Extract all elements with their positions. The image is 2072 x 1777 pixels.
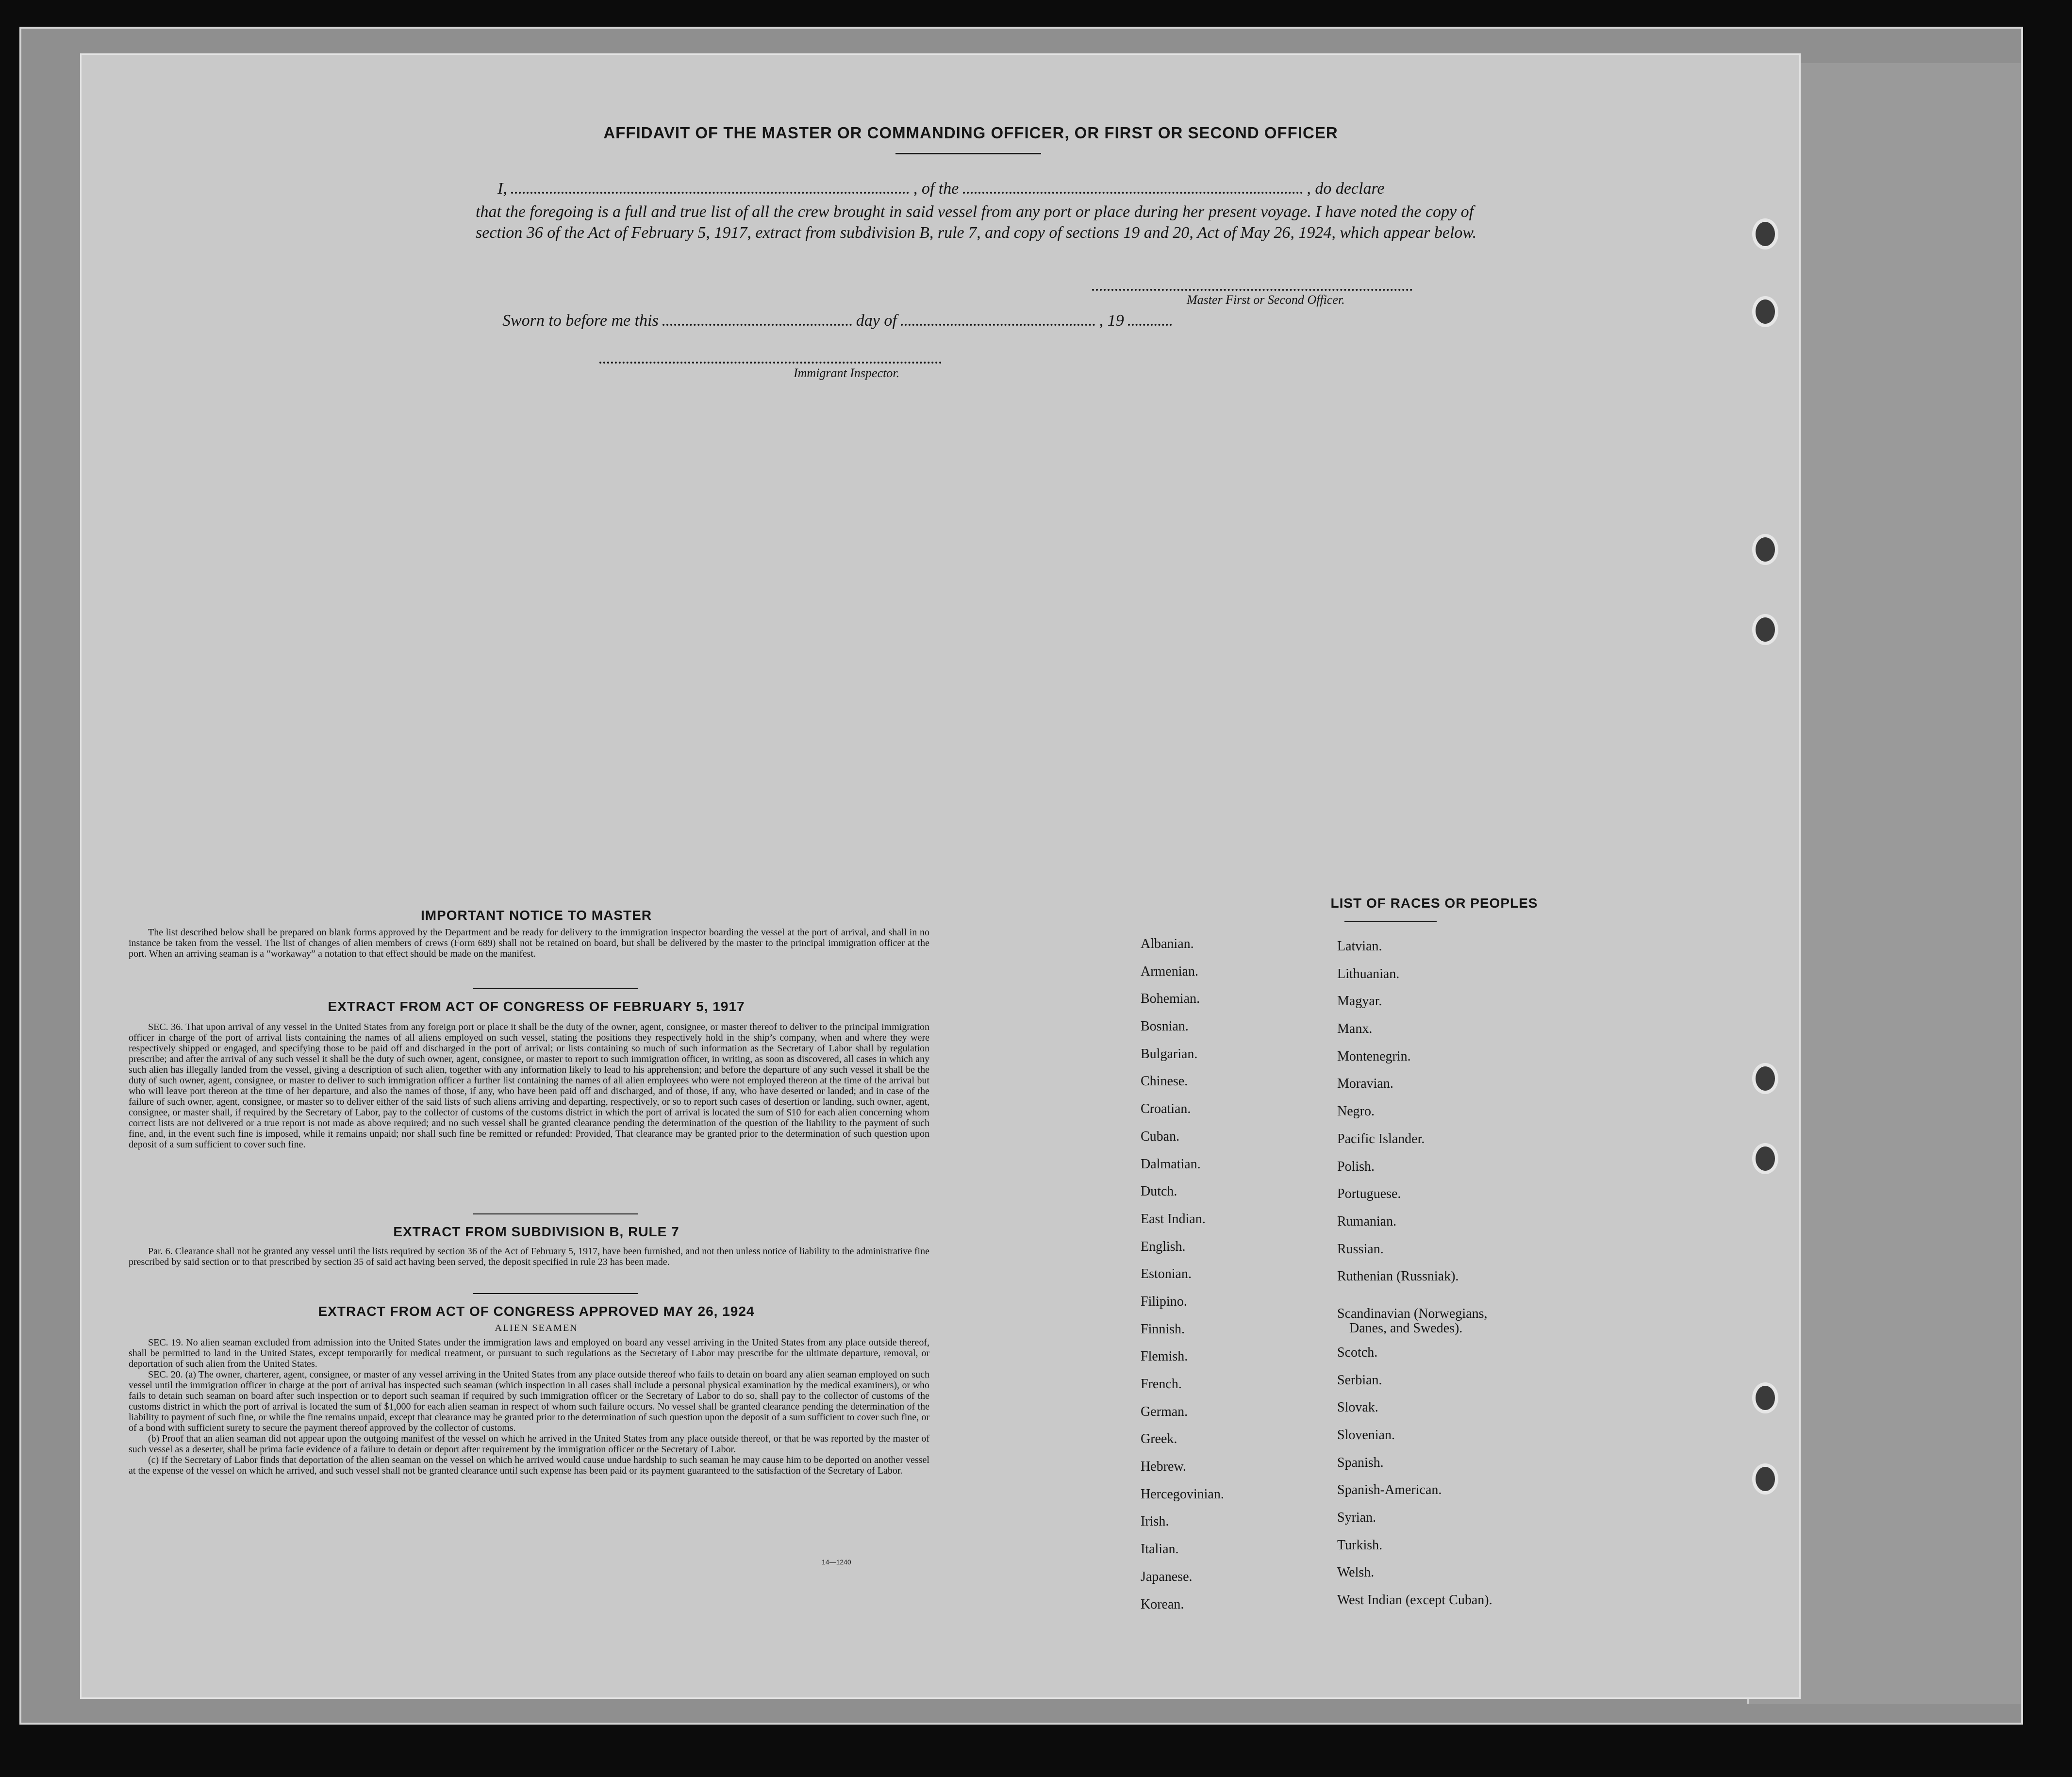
race-item: Polish. (1337, 1159, 1375, 1174)
race-item: Spanish-American. (1337, 1482, 1442, 1498)
year-label: , 19 (1099, 312, 1124, 330)
master-signature-label: Master First or Second Officer. (1187, 293, 1345, 307)
punch-hole-icon (1752, 218, 1778, 249)
notice-paragraph: The list described below shall be prepared on blank forms approved by the Department and be ready for delivery to the immigration inspector boarding the vessel at the port of arrival, and shall in no instance be taken from the vessel. The list of changes of alien members of crews (Form 689) shall not be retained on board, but shall be delivered by the master to the principal immigration officer at the port. When an arriving seaman is a “workaway” a notation to that effect should be made on the manifest. (129, 927, 929, 959)
day-of-label: day of (856, 312, 897, 330)
sworn-line (502, 312, 1172, 330)
extract-1924-title: EXTRACT FROM ACT OF CONGRESS APPROVED MAY 26, 1924 (318, 1304, 755, 1319)
extract-1917-rule (473, 1213, 638, 1214)
race-item: Croatian. (1141, 1101, 1191, 1117)
race-item: Armenian. (1141, 963, 1198, 979)
sworn-label: Sworn to before me this (502, 312, 659, 330)
affidavit-body: that the foregoing is a full and true list of all the crew brought in said vessel from any port or place during her present voyage. I have noted the copy of section 36 of the Act of February 5, 1917, extract from subdivision B, rule 7, and copy of sections 19 and 20, Act of May 26, 1924, which appear below. (476, 203, 1477, 242)
section-20b-paragraph: (b) Proof that an alien seaman did not appear upon the outgoing manifest of the vessel on which he arrived in the United States from any place outside thereof, or that he was reported by the master of such vessel as a deserter, shall be prima facie evidence of a failure to detain or deport after requirement by the immigration officer or the Secretary of Labor. (129, 1433, 929, 1455)
officer-name-field[interactable] (511, 192, 909, 194)
race-item: Dutch. (1141, 1184, 1177, 1199)
races-title: LIST OF RACES OR PEOPLES (1330, 896, 1538, 911)
extract-1917-text (129, 1022, 929, 1150)
inspector-signature-line[interactable] (599, 362, 942, 364)
punch-hole-icon (1752, 296, 1778, 327)
race-item: English. (1141, 1239, 1186, 1254)
race-item: Serbian. (1337, 1372, 1382, 1388)
race-item: Cuban. (1141, 1129, 1180, 1144)
race-item: Russian. (1337, 1241, 1384, 1257)
race-item: Syrian. (1337, 1510, 1376, 1526)
punch-hole-icon (1752, 614, 1778, 645)
race-item: Scotch. (1337, 1345, 1378, 1360)
race-item: Irish. (1141, 1514, 1169, 1529)
section-20c-paragraph: (c) If the Secretary of Labor finds that deportation of the alien seaman on the vessel on which he arrived would cause undue hardship to such seaman he may cause him to be deported on another vessel at the expense of the vessel on which he arrived, and such vessel shall not be granted clearance until such expense has been paid or its payment guaranteed to the satisfaction of the Secretary of Labor. (129, 1455, 929, 1476)
race-item: Bosnian. (1141, 1019, 1189, 1034)
race-item: Slovak. (1337, 1400, 1378, 1415)
races-left-column (1141, 937, 1224, 1625)
alien-seamen-subtitle: ALIEN SEAMEN (495, 1323, 578, 1333)
race-item: Montenegrin. (1337, 1048, 1411, 1064)
race-item: Slovenian. (1337, 1428, 1395, 1443)
form-number: 14—1240 (822, 1558, 851, 1566)
races-right-column (1337, 939, 1492, 1621)
race-item: Finnish. (1141, 1321, 1185, 1337)
affidavit-title: AFFIDAVIT OF THE MASTER OR COMMANDING OFFICER, OR FIRST OR SECOND OFFICER (603, 124, 1338, 142)
notice-title: IMPORTANT NOTICE TO MASTER (420, 908, 652, 923)
extract-1917-title: EXTRACT FROM ACT OF CONGRESS OF FEBRUARY 5, 1917 (328, 999, 745, 1014)
section-19-paragraph: SEC. 19. No alien seaman excluded from admission into the United States under the immigration laws and employed on board any vessel arriving in the United States from any place outside thereof, shall be permitted to land in the United States, except temporarily for medical treatment, or pursuant to such regulations as the Secretary of Labor may prescribe for the ultimate departure, removal, or deportation of such alien from the United States. (129, 1337, 929, 1369)
race-item: Hebrew. (1141, 1459, 1186, 1475)
race-item: Pacific Islander. (1337, 1131, 1425, 1146)
race-item: Portuguese. (1337, 1186, 1401, 1202)
race-item: French. (1141, 1377, 1182, 1392)
race-item: Estonian. (1141, 1266, 1192, 1282)
subdivision-b-text (129, 1246, 929, 1267)
punch-hole-icon (1752, 1143, 1778, 1174)
sworn-year-field[interactable] (1128, 324, 1172, 326)
race-item: East Indian. (1141, 1211, 1206, 1227)
race-item: German. (1141, 1404, 1188, 1419)
notice-text (129, 927, 929, 959)
sworn-day-field[interactable] (663, 324, 852, 326)
extract-1924-text (129, 1337, 929, 1476)
master-signature-line[interactable] (1092, 289, 1412, 291)
affidavit-declaration-line (497, 180, 1385, 198)
race-item: Turkish. (1337, 1537, 1383, 1553)
section-20a-paragraph: SEC. 20. (a) The owner, charterer, agent, consignee, or master of any vessel arriving in the United States from any place outside thereof who fails to detain on board any alien seaman employed on such vessel until the immigration officer in charge at the port of arrival has inspected such seaman (which inspection in all cases shall include a personal physical examination by the medical examiners), or who fails to detain such seaman on board after such inspection or to deport such seaman if required by such immigration officer or the Secretary of Labor to do so, shall pay to the collector of customs of the customs district in which the port of arrival is located the sum of $1,000 for each alien seaman in respect of whom such failure occurs. No vessel shall be granted clearance pending the determination of the liability to payment of such fine, or while the fine remains unpaid, except that clearance may be granted prior to the determination of such question upon the deposit of a sum sufficient to cover such fine, or of a bond with sufficient surety to secure the payment thereof approved by the collector of customs. (129, 1369, 929, 1433)
punch-hole-icon (1752, 1463, 1778, 1495)
race-item: Danes, and Swedes). (1349, 1320, 1463, 1336)
race-item: Bulgarian. (1141, 1046, 1198, 1062)
race-item: Dalmatian. (1141, 1156, 1201, 1172)
race-item: Flemish. (1141, 1349, 1188, 1364)
race-item: Spanish. (1337, 1455, 1384, 1470)
race-item: Moravian. (1337, 1076, 1393, 1092)
affidavit-i-label: I, (497, 180, 507, 198)
sworn-month-field[interactable] (901, 324, 1095, 326)
race-item: Greek. (1141, 1431, 1177, 1447)
race-item: Rumanian. (1337, 1213, 1397, 1229)
affidavit-declare-label: , do declare (1307, 180, 1385, 198)
race-item: Latvian. (1337, 939, 1382, 954)
race-item: Bohemian. (1141, 991, 1200, 1007)
race-item: Japanese. (1141, 1569, 1193, 1584)
race-item: Italian. (1141, 1542, 1179, 1557)
subdivision-b-title: EXTRACT FROM SUBDIVISION B, RULE 7 (393, 1224, 680, 1239)
subdivision-b-rule (473, 1293, 638, 1294)
notice-rule (473, 988, 638, 989)
punch-hole-icon (1752, 534, 1778, 565)
race-item: Ruthenian (Russniak). (1337, 1269, 1459, 1284)
inspector-label: Immigrant Inspector. (794, 366, 900, 380)
section-36-paragraph: SEC. 36. That upon arrival of any vessel in the United States from any foreign port or place it shall be the duty of the owner, agent, consignee, or master thereof to deliver to the principal immigration officer in charge of the port of arrival lists containing the names of all aliens employed on such vessel, stating the positions they respectively hold in the ship’s company, when and where they were respectively shipped or engaged, and specifying those to be paid off and discharged in the port of arrival; or lists containing so much of such information as the Secretary of Labor shall by regulation prescribe; and after the arrival of any such vessel it shall be the duty of such owner, agent, consignee, or master to report to such immigration officer, in writing, as soon as discovered, all cases in which any such alien has illegally landed from the vessel, giving a description of such alien, together with any information likely to lead to his apprehension; and before the departure of any such vessel it shall be the duty of such owner, agent, consignee, or master to deliver to such immigration officer a further list containing the names of all alien employees who were not employed thereon at the time of the arrival but who will leave port thereon at the time of her departure, and also the names of those, if any, who have been paid off and discharged, and of those, if any, who have deserted or landed; and in case of the failure of such owner, agent, consignee, or master so to deliver either of the said lists of such aliens arriving and departing, respectively, or so to report such cases of desertion or landing, such owner, agent, consignee, or master shall, if required by the Secretary of Labor, pay to the collector of customs of the customs district in which the port of arrival is located the sum of $10 for each alien concerning whom correct lists are not delivered or a true report is not made as above required; and no such vessel shall be granted clearance pending the determination of the question of the liability to the payment of such fine, and, in the event such fine is imposed, while it remains unpaid; nor shall such fine be remitted or refunded: Provided, That clearance may be granted prior to the determination of such question upon deposit of a sum sufficient to cover such fine. (129, 1022, 929, 1150)
race-item: Scandinavian (Norwegians, (1337, 1306, 1488, 1321)
race-item: Lithuanian. (1337, 966, 1400, 981)
race-item: Albanian. (1141, 936, 1194, 951)
race-item: Chinese. (1141, 1074, 1188, 1089)
race-item: West Indian (except Cuban). (1337, 1593, 1492, 1608)
race-item: Magyar. (1337, 994, 1382, 1009)
affidavit-of-the-label: , of the (913, 180, 959, 198)
race-item: Hercegovinian. (1141, 1486, 1224, 1502)
punch-hole-icon (1752, 1382, 1778, 1413)
race-item: Manx. (1337, 1021, 1373, 1037)
race-item: Korean. (1141, 1596, 1184, 1612)
race-item: Negro. (1337, 1104, 1375, 1119)
race-item: Welsh. (1337, 1565, 1375, 1580)
punch-hole-icon (1752, 1063, 1778, 1094)
affidavit-title-rule (895, 153, 1041, 154)
affidavit-page (80, 53, 1801, 1699)
vessel-name-field[interactable] (963, 192, 1303, 194)
races-title-rule (1344, 921, 1437, 922)
race-item: Filipino. (1141, 1294, 1187, 1309)
par-6-paragraph: Par. 6. Clearance shall not be granted any vessel until the lists required by section 36 of the Act of February 5, 1917, have been furnished, and not then unless notice of liability to the administrative fine prescribed by said section or to that prescribed by section 35 of said act having been served, the deposit specified in rule 23 has been made. (129, 1246, 929, 1267)
